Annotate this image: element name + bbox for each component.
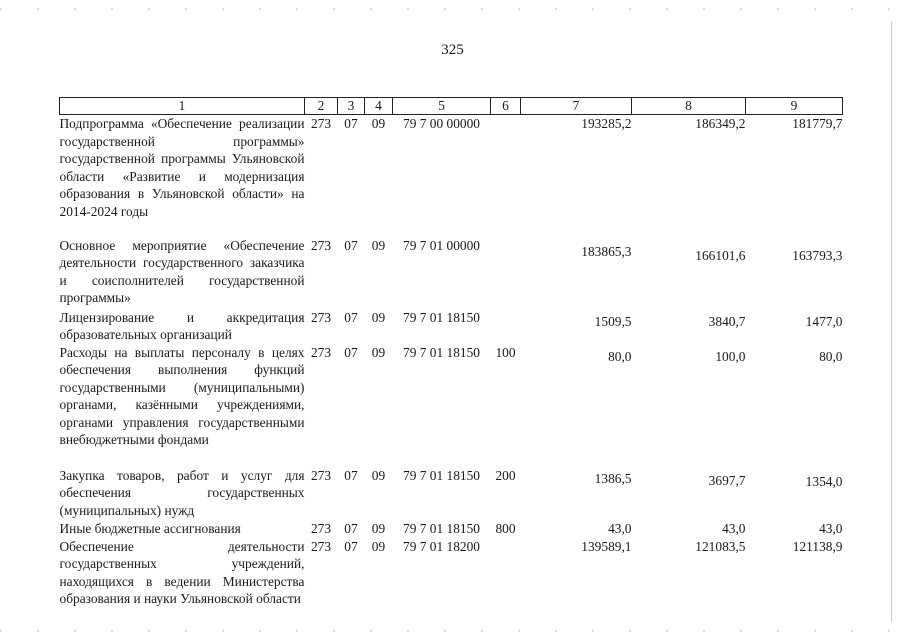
budget-table xyxy=(59,97,843,608)
row-value-8: 121083,5 xyxy=(695,538,746,554)
row-code-5: 79 7 01 18150 xyxy=(403,344,480,360)
row-value-7: 183865,3 xyxy=(581,243,632,259)
row-code-6: 200 xyxy=(495,467,516,483)
row-name: Подпрограмма «Обеспечение реализации государственной программы» государственной программы Ульяновской области «Развитие и модернизация образования в Ульяновской области» на 2014-2024 годы xyxy=(59,116,305,219)
row-code-5: 79 7 00 00000 xyxy=(403,116,480,131)
row-name: Лицензирование и аккредитация образовательных организаций xyxy=(59,309,305,342)
row-code-3: 07 xyxy=(344,520,358,536)
column-header: 2 xyxy=(305,98,338,115)
column-header: 7 xyxy=(521,98,632,115)
table-row xyxy=(60,115,843,237)
row-value-9: 181779,7 xyxy=(792,116,843,131)
row-code-4: 09 xyxy=(371,309,386,325)
row-value-7: 1509,5 xyxy=(594,313,632,329)
column-header: 9 xyxy=(746,98,843,115)
row-code-3: 07 xyxy=(344,467,358,483)
row-value-8: 166101,6 xyxy=(695,247,746,263)
column-header: 5 xyxy=(393,98,491,115)
scan-noise-bottom xyxy=(0,630,905,632)
row-value-8: 186349,2 xyxy=(695,116,746,131)
row-code-6 xyxy=(491,237,521,309)
row-code-2: 273 xyxy=(310,538,332,554)
row-code-3: 07 xyxy=(344,309,358,325)
row-code-6 xyxy=(491,538,521,608)
row-name: Закупка товаров, работ и услуг для обеспечения государственных (муниципальных) нужд xyxy=(59,467,305,518)
row-code-2: 273 xyxy=(310,309,332,325)
row-code-3: 07 xyxy=(344,116,358,131)
scan-noise-top xyxy=(0,8,905,10)
row-code-4: 09 xyxy=(371,344,386,360)
row-value-9: 43,0 xyxy=(819,520,843,536)
row-code-6: 800 xyxy=(495,520,516,536)
column-header: 4 xyxy=(365,98,393,115)
column-header: 3 xyxy=(338,98,365,115)
row-value-7: 1386,5 xyxy=(594,470,632,486)
row-value-8: 43,0 xyxy=(722,520,746,536)
column-header: 8 xyxy=(632,98,746,115)
row-code-5: 79 7 01 18150 xyxy=(403,520,480,536)
row-value-9: 121138,9 xyxy=(792,538,843,554)
row-code-3: 07 xyxy=(344,344,358,360)
row-code-6 xyxy=(491,115,521,237)
row-code-2: 273 xyxy=(310,467,332,483)
header-row xyxy=(60,98,843,115)
row-value-9: 80,0 xyxy=(819,348,843,364)
table-row xyxy=(60,309,843,344)
table-row xyxy=(60,467,843,520)
row-code-3: 07 xyxy=(344,538,358,554)
row-name: Иные бюджетные ассигнования xyxy=(59,520,241,536)
row-value-8: 3697,7 xyxy=(708,472,746,488)
row-value-9: 163793,3 xyxy=(792,247,843,263)
row-code-4: 09 xyxy=(371,467,386,483)
row-code-6 xyxy=(491,309,521,344)
row-name: Обеспечение деятельности государственных учреждений, находящихся в ведении Министерства образования и науки Ульяновской области xyxy=(59,538,305,606)
row-code-5: 79 7 01 18200 xyxy=(403,538,480,554)
row-code-4: 09 xyxy=(371,116,386,131)
row-value-8: 3840,7 xyxy=(708,313,746,329)
row-code-3: 07 xyxy=(344,237,358,253)
table-row xyxy=(60,344,843,467)
column-header: 6 xyxy=(491,98,521,115)
row-value-7: 193285,2 xyxy=(581,116,632,131)
scan-edge-line xyxy=(891,22,892,622)
row-code-4: 09 xyxy=(371,538,386,554)
row-value-7: 80,0 xyxy=(608,348,632,364)
row-code-5: 79 7 01 00000 xyxy=(403,237,480,253)
row-code-2: 273 xyxy=(310,520,332,536)
row-code-5: 79 7 01 18150 xyxy=(403,467,480,483)
row-code-6: 100 xyxy=(495,344,516,360)
row-name: Основное мероприятие «Обеспечение деятельности государственного заказчика и соисполнителей государственной программы» xyxy=(59,237,305,305)
table-row xyxy=(60,520,843,538)
row-value-7: 43,0 xyxy=(608,520,632,536)
row-value-9: 1477,0 xyxy=(805,313,843,329)
row-code-2: 273 xyxy=(310,344,332,360)
table-row xyxy=(60,538,843,608)
page-number: 325 xyxy=(441,42,464,58)
row-name: Расходы на выплаты персоналу в целях обеспечения выполнения функций государственными (муниципальными) органами, казёнными учреждениями, органами управления государственными внебюджетными фондами xyxy=(59,344,305,447)
row-code-4: 09 xyxy=(371,237,386,253)
table-row xyxy=(60,237,843,309)
row-value-7: 139589,1 xyxy=(581,538,632,554)
row-code-5: 79 7 01 18150 xyxy=(403,309,480,325)
row-value-9: 1354,0 xyxy=(805,473,843,489)
row-value-8: 100,0 xyxy=(715,348,746,364)
row-code-2: 273 xyxy=(310,116,332,131)
row-code-4: 09 xyxy=(371,520,386,536)
row-code-2: 273 xyxy=(310,237,332,253)
column-header: 1 xyxy=(60,98,305,115)
